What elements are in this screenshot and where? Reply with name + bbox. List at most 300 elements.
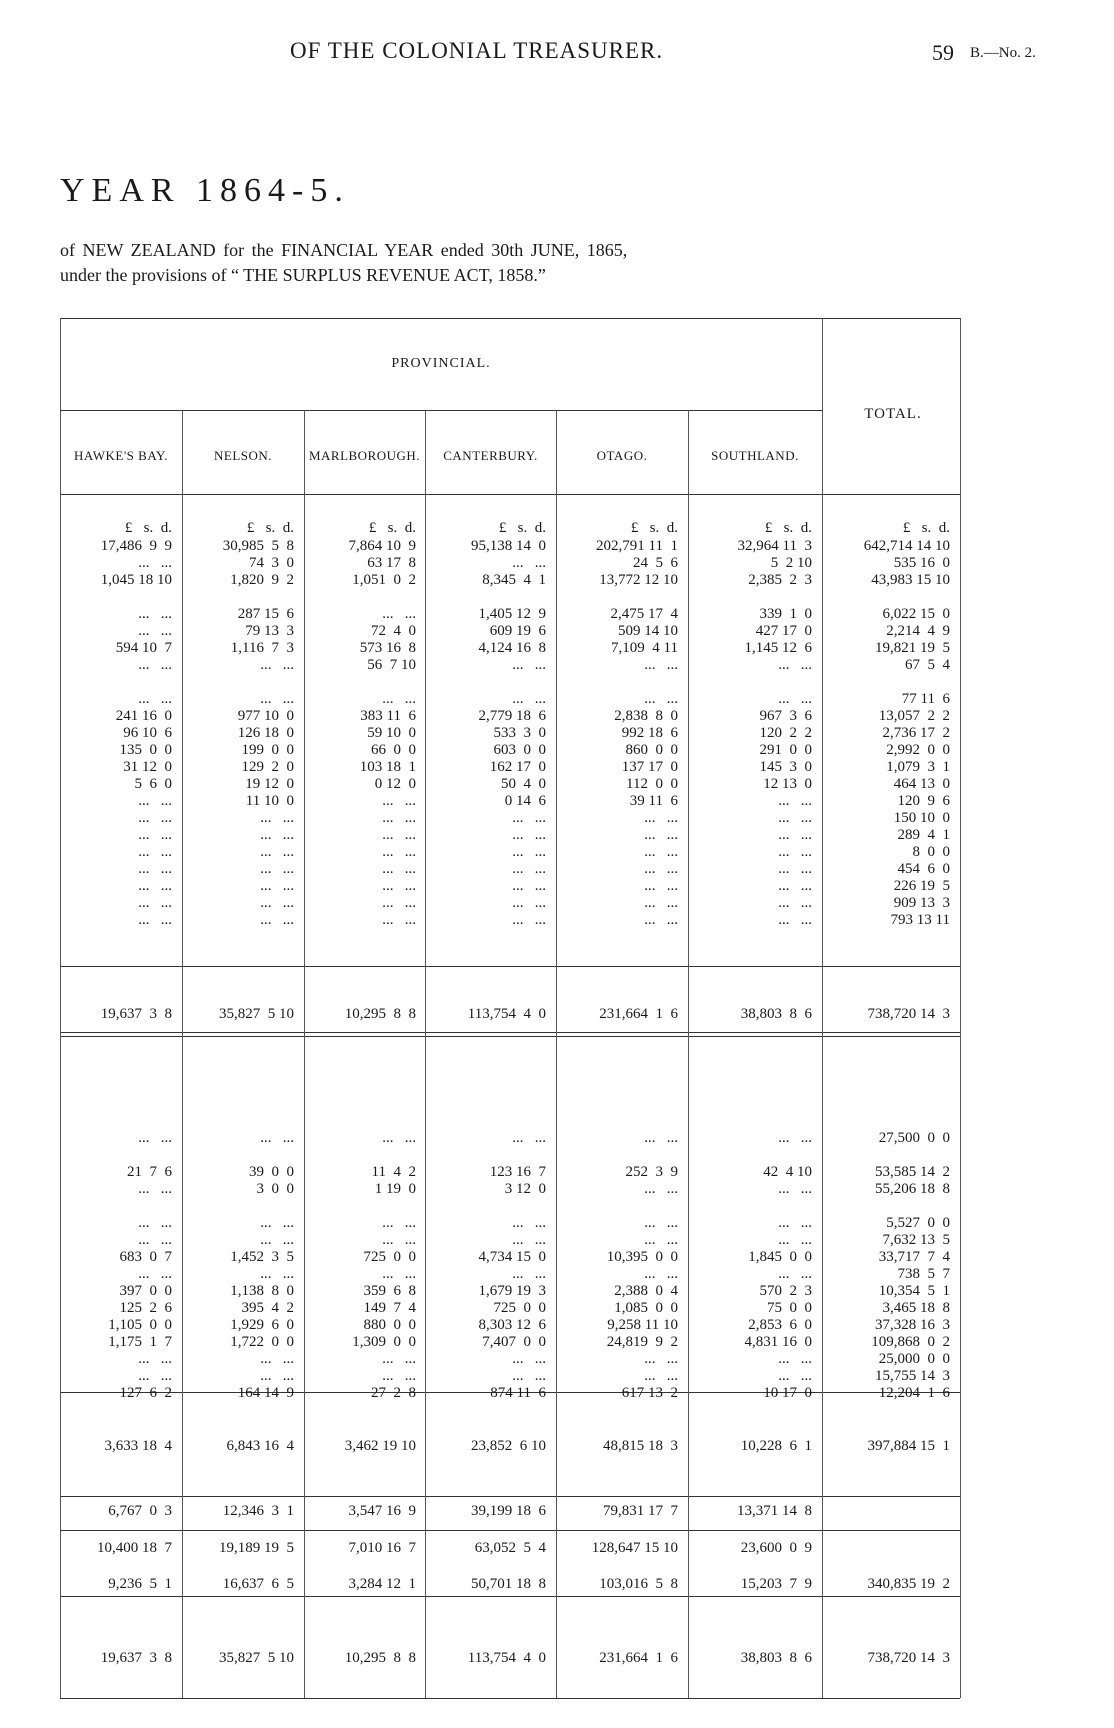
table-cell: ... ... <box>382 878 416 894</box>
col-rule-1 <box>182 410 183 1698</box>
table-cell: 4,831 16 0 <box>744 1334 812 1350</box>
table-cell: 1,452 3 5 <box>230 1249 294 1265</box>
table-cell: ... ... <box>778 1181 812 1197</box>
table-cell: ... ... <box>138 844 172 860</box>
table-cell: ... ... <box>138 1130 172 1146</box>
table-cell: 96 10 6 <box>123 725 172 741</box>
table-cell: 535 16 0 <box>893 555 950 571</box>
total6-otago: 231,664 1 6 <box>599 1650 678 1666</box>
table-bottom-rule <box>60 1698 960 1699</box>
table-cell: ... ... <box>644 861 678 877</box>
table-cell: ... ... <box>512 844 546 860</box>
table-cell: 1,845 0 0 <box>748 1249 812 1265</box>
total4-canterbury: 63,052 5 4 <box>474 1540 546 1556</box>
table-cell: 12,204 1 6 <box>878 1385 950 1401</box>
table-cell: 1,175 1 7 <box>108 1334 172 1350</box>
col-header-marlborough: MARLBOROUGH. <box>308 448 421 463</box>
units-hawkes-bay: £ s. d. <box>124 520 172 536</box>
total5-southland: 15,203 7 9 <box>740 1576 812 1592</box>
table-cell: 17,486 9 9 <box>100 538 172 554</box>
table-cell: 150 10 0 <box>893 810 950 826</box>
running-title: OF THE COLONIAL TREASURER. <box>290 38 664 63</box>
total2-southland: 10,228 6 1 <box>740 1438 812 1454</box>
table-cell <box>223 674 294 691</box>
table-cell: 37,328 16 3 <box>875 1317 950 1333</box>
table-cell: ... ... <box>512 1266 546 1282</box>
total2-canterbury: 23,852 6 10 <box>471 1438 546 1454</box>
col-header-otago: OTAGO. <box>596 448 648 463</box>
table-cell: 32,964 11 3 <box>737 538 812 554</box>
total3-marlborough: 3,547 16 9 <box>348 1503 416 1519</box>
total1-hawkes-bay: 19,637 3 8 <box>100 1006 172 1022</box>
table-cell: ... ... <box>778 1130 812 1146</box>
table-cell: ... ... <box>260 657 294 673</box>
section1-col-nelson <box>223 538 294 929</box>
total5-otago: 103,016 5 8 <box>599 1576 678 1592</box>
table-cell: 967 3 6 <box>759 708 812 724</box>
table-cell <box>101 674 172 691</box>
table-cell: 2,853 6 0 <box>748 1317 812 1333</box>
table-cell: 570 2 3 <box>759 1283 812 1299</box>
total6-total: 738,720 14 3 <box>867 1650 950 1666</box>
table-cell: ... ... <box>260 861 294 877</box>
table-cell <box>349 674 417 691</box>
table-cell: 2,385 2 3 <box>748 572 812 588</box>
table-cell: ... ... <box>138 861 172 877</box>
table-cell: ... ... <box>382 606 416 622</box>
table-cell: ... ... <box>644 1232 678 1248</box>
col-header-hawkes-bay: HAWKE'S BAY. <box>74 448 168 463</box>
table-cell: 30,985 5 8 <box>222 538 294 554</box>
table-cell: 9,258 11 10 <box>607 1317 678 1333</box>
table-cell: ... ... <box>382 691 416 707</box>
table-cell: ... ... <box>382 1351 416 1367</box>
table-cell: 202,791 11 1 <box>596 538 678 554</box>
table-cell: ... ... <box>382 912 416 928</box>
table-cell: ... ... <box>260 844 294 860</box>
table-cell: ... ... <box>512 657 546 673</box>
table-cell: ... ... <box>138 1232 172 1248</box>
col-header-southland: SOUTHLAND. <box>711 448 799 463</box>
table-cell: 129 2 0 <box>241 759 294 775</box>
table-cell: 74 3 0 <box>249 555 294 571</box>
bill-reference: B.—No. 2. <box>970 45 1036 61</box>
total1-otago: 231,664 1 6 <box>599 1006 678 1022</box>
table-cell: 2,992 0 0 <box>886 742 950 758</box>
table-cell: 0 12 0 <box>374 776 416 792</box>
table-cell: 123 16 7 <box>489 1164 546 1180</box>
table-cell: 2,388 0 4 <box>614 1283 678 1299</box>
table-cell: 339 1 0 <box>759 606 812 622</box>
table-cell: 1,138 8 0 <box>230 1283 294 1299</box>
table-cell: ... ... <box>644 912 678 928</box>
table-cell: 50 4 0 <box>501 776 546 792</box>
table-cell: 509 14 10 <box>618 623 678 639</box>
section2-col-hawkes-bay <box>108 1130 172 1402</box>
total4-otago: 128,647 15 10 <box>591 1540 678 1556</box>
table-cell: 6,022 15 0 <box>882 606 950 622</box>
table-cell: ... ... <box>512 555 546 571</box>
table-cell: ... ... <box>778 691 812 707</box>
table-cell: ... ... <box>138 555 172 571</box>
table-cell: ... ... <box>138 657 172 673</box>
table-cell: 77 11 6 <box>901 691 950 707</box>
table-cell: ... ... <box>382 793 416 809</box>
table-cell: 135 0 0 <box>119 742 172 758</box>
table-cell <box>352 1147 416 1164</box>
table-cell: ... ... <box>512 895 546 911</box>
totals4-rule <box>60 1530 960 1531</box>
table-cell: ... ... <box>644 1181 678 1197</box>
table-cell: 860 0 0 <box>625 742 678 758</box>
table-cell: 56 7 10 <box>367 657 416 673</box>
table-cell <box>471 674 546 691</box>
table-cell: ... ... <box>778 895 812 911</box>
table-cell: 427 17 0 <box>755 623 812 639</box>
table-cell: 127 6 2 <box>119 1385 172 1401</box>
section1-bottom-rule-double <box>60 1036 960 1037</box>
total1-southland: 38,803 8 6 <box>740 1006 812 1022</box>
table-cell: ... ... <box>138 827 172 843</box>
table-cell: 533 3 0 <box>493 725 546 741</box>
table-cell: ... ... <box>382 1266 416 1282</box>
table-cell: 289 4 1 <box>897 827 950 843</box>
table-cell: ... ... <box>382 1232 416 1248</box>
table-cell <box>352 1198 416 1215</box>
table-cell: 464 13 0 <box>893 776 950 792</box>
col-rule-2 <box>304 410 305 1698</box>
units-total: £ s. d. <box>902 520 950 536</box>
table-cell: 53,585 14 2 <box>875 1164 950 1180</box>
units-southland: £ s. d. <box>764 520 812 536</box>
total6-southland: 38,803 8 6 <box>740 1650 812 1666</box>
table-cell: 880 0 0 <box>363 1317 416 1333</box>
table-cell: 1,145 12 6 <box>744 640 812 656</box>
table-cell: ... ... <box>382 810 416 826</box>
table-cell: 725 0 0 <box>363 1249 416 1265</box>
table-cell: 252 3 9 <box>625 1164 678 1180</box>
table-cell: 24,819 9 2 <box>606 1334 678 1350</box>
table-cell: 8 0 0 <box>912 844 950 860</box>
table-cell: ... ... <box>138 912 172 928</box>
total4-hawkes-bay: 10,400 18 7 <box>97 1540 172 1556</box>
table-cell: 24 5 6 <box>633 555 678 571</box>
table-cell <box>745 1147 813 1164</box>
table-cell: 12 13 0 <box>763 776 812 792</box>
table-cell <box>871 1147 950 1164</box>
section1-col-southland <box>738 538 812 929</box>
table-cell: ... ... <box>644 1351 678 1367</box>
table-cell: ... ... <box>512 1368 546 1384</box>
table-cell: ... ... <box>644 1368 678 1384</box>
table-cell: 1,051 0 2 <box>352 572 416 588</box>
totals6-rule <box>60 1596 960 1597</box>
table-cell: ... ... <box>260 1266 294 1282</box>
table-cell: 241 16 0 <box>115 708 172 724</box>
page-number: 59 <box>932 40 954 65</box>
table-cell: 594 10 7 <box>115 640 172 656</box>
col-rule-5 <box>688 410 689 1698</box>
total5-canterbury: 50,701 18 8 <box>471 1576 546 1592</box>
table-cell: 15,755 14 3 <box>875 1368 950 1384</box>
table-cell: 39 0 0 <box>249 1164 294 1180</box>
units-marlborough: £ s. d. <box>368 520 416 536</box>
subtitle-line-1: of NEW ZEALAND for the FINANCIAL YEAR ended 30th JUNE, 1865, <box>60 240 628 260</box>
total2-nelson: 6,843 16 4 <box>226 1438 294 1454</box>
table-cell: 42 4 10 <box>763 1164 812 1180</box>
table-cell: 95,138 14 0 <box>471 538 546 554</box>
table-cell: 454 6 0 <box>897 861 950 877</box>
table-cell: 793 13 11 <box>890 912 950 928</box>
table-cell: ... ... <box>260 827 294 843</box>
table-cell: ... ... <box>644 810 678 826</box>
total3-hawkes-bay: 6,767 0 3 <box>108 1503 172 1519</box>
table-cell: 226 19 5 <box>893 878 950 894</box>
table-cell: 11 4 2 <box>371 1164 416 1180</box>
table-cell: ... ... <box>778 1351 812 1367</box>
table-cell: 395 4 2 <box>241 1300 294 1316</box>
table-cell: ... ... <box>260 1368 294 1384</box>
table-top-rule <box>60 318 960 319</box>
table-cell <box>108 1147 172 1164</box>
table-cell: 1 19 0 <box>374 1181 416 1197</box>
table-cell: 3,465 18 8 <box>882 1300 950 1316</box>
table-cell: 573 16 8 <box>359 640 416 656</box>
section1-total-rule <box>60 966 960 967</box>
provincial-header-rule <box>60 410 822 411</box>
table-cell: 7,632 13 5 <box>882 1232 950 1248</box>
table-cell: ... ... <box>382 895 416 911</box>
table-cell: 5 2 10 <box>770 555 812 571</box>
table-cell <box>108 1198 172 1215</box>
table-cell: 19,821 19 5 <box>875 640 950 656</box>
table-cell: 725 0 0 <box>493 1300 546 1316</box>
table-cell: 112 0 0 <box>626 776 678 792</box>
table-cell: 5,527 0 0 <box>886 1215 950 1231</box>
table-cell: 10,395 0 0 <box>606 1249 678 1265</box>
table-cell: 66 0 0 <box>371 742 416 758</box>
total2-otago: 48,815 18 3 <box>603 1438 678 1454</box>
table-cell: ... ... <box>644 1215 678 1231</box>
table-cell: 2,214 4 9 <box>886 623 950 639</box>
table-cell: 3 12 0 <box>504 1181 546 1197</box>
table-cell: 67 5 4 <box>905 657 950 673</box>
table-cell: 120 2 2 <box>759 725 812 741</box>
table-cell <box>607 1147 678 1164</box>
table-cell: ... ... <box>260 1130 294 1146</box>
table-cell: 149 7 4 <box>363 1300 416 1316</box>
table-cell: ... ... <box>778 844 812 860</box>
page-title: YEAR 1864-5. <box>60 172 350 209</box>
table-cell: 1,820 9 2 <box>230 572 294 588</box>
table-cell: 1,045 18 10 <box>100 572 172 588</box>
table-cell: ... ... <box>644 895 678 911</box>
total4-marlborough: 7,010 16 7 <box>348 1540 416 1556</box>
table-cell: 2,736 17 2 <box>882 725 950 741</box>
section2-col-canterbury <box>479 1130 547 1402</box>
table-cell: 31 12 0 <box>123 759 172 775</box>
table-cell: 27 2 8 <box>371 1385 416 1401</box>
table-cell: 0 14 6 <box>504 793 546 809</box>
total3-nelson: 12,346 3 1 <box>222 1503 294 1519</box>
table-cell: ... ... <box>260 691 294 707</box>
table-cell: 683 0 7 <box>119 1249 172 1265</box>
total4-southland: 23,600 0 9 <box>740 1540 812 1556</box>
table-cell: 359 6 8 <box>363 1283 416 1299</box>
table-cell: 383 11 6 <box>360 708 416 724</box>
table-cell: 287 15 6 <box>237 606 294 622</box>
table-cell: 8,303 12 6 <box>478 1317 546 1333</box>
table-cell: 7,109 4 11 <box>611 640 678 656</box>
table-cell: 291 0 0 <box>759 742 812 758</box>
table-cell: ... ... <box>138 606 172 622</box>
total1-nelson: 35,827 5 10 <box>219 1006 294 1022</box>
table-cell: 1,105 0 0 <box>108 1317 172 1333</box>
table-cell: ... ... <box>138 1266 172 1282</box>
provincial-header: PROVINCIAL. <box>391 356 491 371</box>
table-cell: ... ... <box>778 912 812 928</box>
table-cell <box>864 674 950 691</box>
subtitle-line-2: under the provisions of “ THE SURPLUS REVENUE ACT, 1858.” <box>60 265 546 285</box>
table-cell: 27,500 0 0 <box>878 1130 950 1146</box>
total-header: TOTAL. <box>864 406 922 422</box>
table-cell: 1,405 12 9 <box>478 606 546 622</box>
table-cell: 1,929 6 0 <box>230 1317 294 1333</box>
table-cell: ... ... <box>260 1215 294 1231</box>
table-cell: 977 10 0 <box>237 708 294 724</box>
table-cell: ... ... <box>138 878 172 894</box>
table-cell: ... ... <box>512 827 546 843</box>
total5-hawkes-bay: 9,236 5 1 <box>108 1576 172 1592</box>
table-cell: 164 14 9 <box>237 1385 294 1401</box>
table-cell: ... ... <box>778 810 812 826</box>
table-cell: ... ... <box>512 810 546 826</box>
table-cell: ... ... <box>260 810 294 826</box>
table-cell <box>479 1147 547 1164</box>
table-cell: 1,116 7 3 <box>230 640 294 656</box>
total1-canterbury: 113,754 4 0 <box>467 1006 546 1022</box>
table-cell: 738 5 7 <box>897 1266 950 1282</box>
table-cell: 72 4 0 <box>371 623 416 639</box>
table-cell: 125 2 6 <box>119 1300 172 1316</box>
table-cell: ... ... <box>138 623 172 639</box>
col-header-canterbury: CANTERBURY. <box>443 448 538 463</box>
table-cell: 21 7 6 <box>127 1164 172 1180</box>
table-cell: 10,354 5 1 <box>878 1283 950 1299</box>
total6-marlborough: 10,295 8 8 <box>344 1650 416 1666</box>
table-cell <box>607 1198 678 1215</box>
totals3-rule <box>60 1496 960 1497</box>
table-cell: 39 11 6 <box>629 793 678 809</box>
table-cell: ... ... <box>778 793 812 809</box>
column-header-rule <box>60 494 960 495</box>
table-cell <box>471 589 546 606</box>
table-cell: ... ... <box>512 1215 546 1231</box>
table-cell: ... ... <box>138 1181 172 1197</box>
table-cell: ... ... <box>644 657 678 673</box>
table-cell: ... ... <box>382 1215 416 1231</box>
table-cell: 63 17 8 <box>367 555 416 571</box>
table-cell: 1,679 19 3 <box>478 1283 546 1299</box>
table-cell: ... ... <box>512 691 546 707</box>
table-cell <box>349 589 417 606</box>
table-cell: 3 0 0 <box>256 1181 294 1197</box>
section2-col-nelson <box>230 1130 294 1402</box>
table-cell: ... ... <box>512 1232 546 1248</box>
table-cell: 145 3 0 <box>759 759 812 775</box>
table-cell <box>745 1198 813 1215</box>
table-cell: 43,983 15 10 <box>871 572 950 588</box>
total2-marlborough: 3,462 19 10 <box>344 1438 416 1454</box>
table-cell <box>596 674 678 691</box>
total3-otago: 79,831 17 7 <box>603 1503 678 1519</box>
table-cell: ... ... <box>778 657 812 673</box>
table-cell: 120 9 6 <box>897 793 950 809</box>
table-cell: ... ... <box>382 861 416 877</box>
table-cell: 7,864 10 9 <box>348 538 416 554</box>
table-cell: 7,407 0 0 <box>482 1334 546 1350</box>
table-cell: ... ... <box>778 1368 812 1384</box>
table-cell: 4,734 15 0 <box>478 1249 546 1265</box>
table-cell: 1,309 0 0 <box>352 1334 416 1350</box>
table-cell: 909 13 3 <box>893 895 950 911</box>
col-rule-6 <box>822 318 823 1698</box>
table-cell: ... ... <box>382 827 416 843</box>
table-cell: ... ... <box>778 827 812 843</box>
table-cell <box>738 589 812 606</box>
table-cell: ... ... <box>138 1215 172 1231</box>
table-cell: 25,000 0 0 <box>878 1351 950 1367</box>
table-cell: 5 6 0 <box>134 776 172 792</box>
section1-col-hawkes-bay <box>101 538 172 929</box>
table-cell: ... ... <box>644 1130 678 1146</box>
section2-col-southland <box>745 1130 813 1402</box>
running-header <box>0 38 1114 68</box>
table-cell <box>230 1147 294 1164</box>
table-cell <box>596 589 678 606</box>
col-rule-4 <box>556 410 557 1698</box>
table-cell <box>101 589 172 606</box>
table-cell: ... ... <box>260 912 294 928</box>
table-cell: ... ... <box>512 912 546 928</box>
col-rule-3 <box>425 410 426 1698</box>
table-cell: ... ... <box>778 1266 812 1282</box>
table-cell: ... ... <box>138 793 172 809</box>
table-cell: ... ... <box>260 1351 294 1367</box>
table-cell: ... ... <box>138 691 172 707</box>
table-cell: ... ... <box>512 861 546 877</box>
table-cell: 13,057 2 2 <box>878 708 950 724</box>
units-nelson: £ s. d. <box>246 520 294 536</box>
table-cell: 55,206 18 8 <box>875 1181 950 1197</box>
table-cell: 874 11 6 <box>490 1385 546 1401</box>
table-cell: ... ... <box>778 861 812 877</box>
total5-marlborough: 3,284 12 1 <box>348 1576 416 1592</box>
left-rule <box>60 318 61 1698</box>
table-cell: ... ... <box>260 1232 294 1248</box>
table-cell: 609 19 6 <box>489 623 546 639</box>
table-cell: ... ... <box>512 1130 546 1146</box>
section2-col-total <box>871 1130 950 1402</box>
table-cell <box>871 1198 950 1215</box>
table-cell: 103 18 1 <box>359 759 416 775</box>
table-cell: ... ... <box>260 878 294 894</box>
right-rule <box>960 318 961 1698</box>
total2-total: 397,884 15 1 <box>867 1438 950 1454</box>
table-cell: 109,868 0 2 <box>871 1334 950 1350</box>
table-cell <box>864 589 950 606</box>
table-cell: 642,714 14 10 <box>863 538 950 554</box>
